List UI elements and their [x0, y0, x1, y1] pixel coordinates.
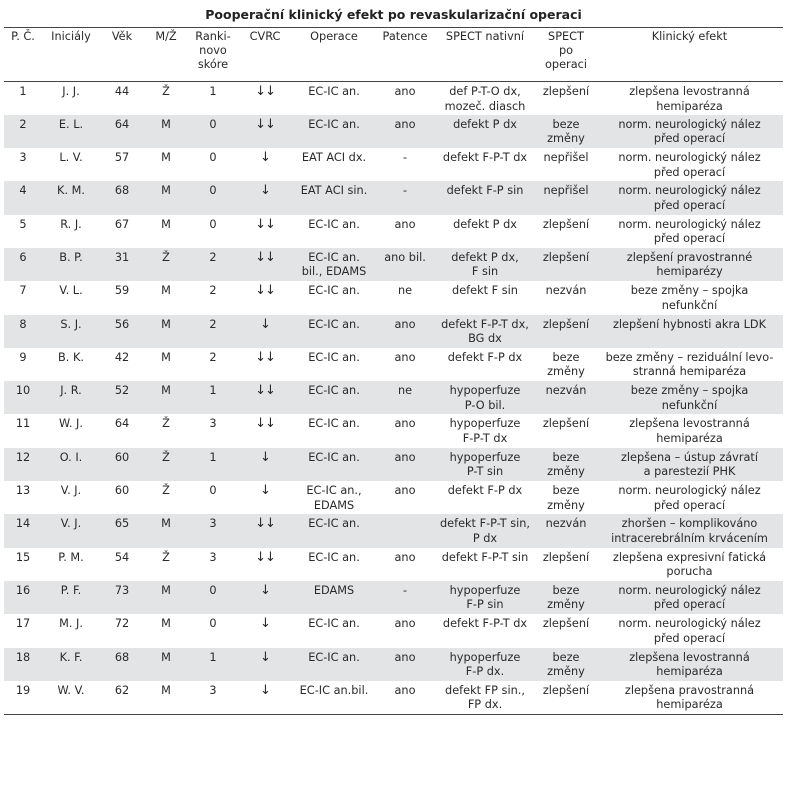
cell-spect-post: zlepšení	[536, 681, 596, 714]
cell-cvrc: ↓↓	[255, 283, 275, 299]
cell-initials: J. R.	[42, 381, 100, 414]
header-effect: Klinický efekt	[596, 28, 783, 82]
cell-rankin: 0	[209, 151, 217, 165]
cell-patency: ne	[397, 284, 413, 298]
cell-patency: -	[376, 181, 434, 214]
cell-spect-post: beze změny	[536, 648, 596, 681]
cell-patency: ne	[376, 381, 434, 414]
cell-num: 13	[15, 484, 31, 498]
cell-num: 4	[4, 181, 42, 214]
cell-age: 64	[100, 115, 144, 148]
cell-age: 68	[100, 648, 144, 681]
cell-patency: -	[402, 151, 408, 165]
cell-operation: EC-IC an.	[308, 85, 360, 98]
cell-effect: zlepšení pravostranné hemiparézy	[596, 248, 783, 281]
cell-cvrc: ↓	[238, 581, 292, 614]
cell-sex: M	[144, 315, 188, 348]
cell-rankin: 2	[188, 315, 238, 348]
cell-spect-native: defekt P dx	[453, 217, 517, 231]
cell-rankin: 3	[209, 550, 217, 564]
cell-initials: S. J.	[42, 315, 100, 348]
cell-sex: M	[161, 217, 171, 231]
cell-rankin: 0	[188, 181, 238, 214]
cell-spect-post: nepřišel	[536, 181, 596, 214]
cell-initials: K. M.	[42, 181, 100, 214]
cell-cvrc: ↓	[260, 483, 270, 499]
cell-rankin: 0	[209, 484, 217, 498]
cell-age: 60	[114, 484, 130, 498]
cell-spect-native: defekt F-P-T sin, P dx	[434, 514, 536, 547]
cell-spect-post: zlepšení	[536, 315, 596, 348]
cell-num: 10	[4, 381, 42, 414]
cell-num: 15	[15, 550, 31, 564]
table-row	[4, 648, 783, 681]
cell-patency: ano	[394, 85, 416, 98]
cell-effect: beze změny – reziduální levo- stranná hemiparéza	[605, 350, 774, 379]
results-table	[4, 27, 783, 715]
cell-num: 8	[4, 315, 42, 348]
header-row	[4, 28, 783, 82]
cell-operation: EAT ACI dx.	[301, 151, 367, 165]
cell-spect-post: beze změny	[547, 350, 585, 379]
cell-cvrc: ↓	[238, 448, 292, 481]
cell-sex: M	[144, 514, 188, 547]
cell-operation: EC-IC an.	[308, 284, 360, 298]
cell-spect-native: hypoperfuze P-O bil.	[434, 381, 536, 414]
cell-sex: M	[161, 284, 171, 298]
table-row	[4, 82, 783, 115]
cell-operation: EC-IC an., EDAMS	[306, 484, 362, 512]
table-row	[4, 448, 783, 481]
header-age: Věk	[100, 28, 144, 82]
cell-operation: EC-IC an.	[308, 217, 360, 231]
cell-patency: ano	[394, 217, 416, 231]
cell-age: 72	[114, 617, 130, 631]
cell-operation: EC-IC an.	[292, 448, 376, 481]
cell-rankin: 0	[188, 115, 238, 148]
table-row	[4, 681, 783, 714]
cell-age: 67	[114, 217, 130, 231]
cell-cvrc: ↓↓	[255, 349, 275, 365]
cell-sex: M	[144, 648, 188, 681]
cell-cvrc: ↓↓	[255, 84, 275, 99]
cell-age: 56	[100, 315, 144, 348]
header-rankin: Ranki- novo skóre	[188, 28, 238, 82]
cell-cvrc: ↓↓	[238, 115, 292, 148]
cell-num: 2	[4, 115, 42, 148]
table-row	[4, 581, 783, 614]
cell-spect-native: defekt F-P-T dx	[442, 151, 528, 165]
cell-sex: M	[144, 581, 188, 614]
header-spect-post: SPECT po operaci	[536, 28, 596, 82]
cell-operation: EC-IC an.bil.	[292, 681, 376, 714]
cell-spect-post: zlepšení	[542, 550, 590, 564]
cell-effect: zlepšena levostranná hemiparéza	[596, 648, 783, 681]
cell-cvrc: ↓↓	[255, 216, 275, 232]
table-row	[4, 348, 783, 381]
cell-initials: M. J.	[59, 617, 83, 631]
cell-initials: O. I.	[42, 448, 100, 481]
table-row	[4, 414, 783, 447]
cell-num: 19	[4, 681, 42, 714]
cell-spect-post: zlepšení	[542, 417, 590, 431]
cell-patency: ano	[394, 350, 416, 364]
cell-age: 57	[114, 151, 130, 165]
cell-patency: ano bil.	[376, 248, 434, 281]
table-row	[4, 148, 783, 181]
cell-num: 12	[4, 448, 42, 481]
cell-age: 54	[114, 550, 130, 564]
cell-num: 18	[4, 648, 42, 681]
cell-spect-post: zlepšení	[542, 217, 590, 231]
cell-spect-post: nepřišel	[543, 151, 589, 165]
cell-initials: E. L.	[42, 115, 100, 148]
header-spect-native: SPECT nativní	[434, 28, 536, 82]
cell-effect: zlepšena expresivní fatická porucha	[612, 550, 767, 579]
cell-spect-native: defekt F sin	[452, 284, 518, 298]
cell-sex: M	[144, 181, 188, 214]
cell-cvrc: ↓↓	[238, 514, 292, 547]
cell-initials: K. F.	[42, 648, 100, 681]
table-row	[4, 215, 783, 248]
cell-age: 42	[114, 350, 130, 364]
cell-effect: norm. neurologický nález před operací	[618, 151, 761, 179]
cell-rankin: 1	[188, 648, 238, 681]
cell-effect: zlepšena – ústup závratí a parestezií PHK	[596, 448, 783, 481]
cell-effect: norm. neurologický nález před operací	[596, 181, 783, 214]
cell-rankin: 2	[209, 350, 217, 364]
cell-patency: ano	[394, 484, 416, 498]
cell-patency: ano	[394, 617, 416, 631]
cell-patency: ano	[376, 648, 434, 681]
cell-initials: L. V.	[59, 151, 83, 165]
cell-cvrc: ↓↓	[255, 549, 275, 565]
cell-age: 52	[100, 381, 144, 414]
cell-spect-native: defekt P dx	[434, 115, 536, 148]
cell-sex: Ž	[162, 85, 170, 98]
cell-cvrc: ↓↓	[238, 381, 292, 414]
header-initials: Iniciály	[42, 28, 100, 82]
cell-rankin: 2	[188, 248, 238, 281]
cell-sex: Ž	[144, 248, 188, 281]
cell-spect-post: nezván	[545, 284, 587, 298]
cell-operation: EC-IC an.	[292, 115, 376, 148]
header-operation: Operace	[292, 28, 376, 82]
cell-operation: EC-IC an.	[292, 648, 376, 681]
cell-age: 44	[114, 85, 130, 98]
cell-spect-post: nezván	[536, 514, 596, 547]
cell-spect-native: hypoperfuze F-P dx.	[434, 648, 536, 681]
cell-effect: zlepšena pravostranná hemiparéza	[596, 681, 783, 714]
table-body	[4, 82, 783, 715]
cell-initials: V. J.	[60, 484, 82, 498]
cell-effect: norm. neurologický nález před operací	[618, 484, 761, 512]
cell-effect: norm. neurologický nález před operací	[596, 115, 783, 148]
cell-spect-native: defekt F-P sin	[434, 181, 536, 214]
cell-initials: W. V.	[42, 681, 100, 714]
cell-sex: M	[161, 350, 171, 364]
cell-num: 3	[19, 151, 27, 165]
cell-age: 65	[100, 514, 144, 547]
cell-cvrc: ↓↓	[238, 248, 292, 281]
cell-effect: zlepšena levostranná hemiparéza	[629, 85, 750, 113]
cell-age: 64	[114, 417, 130, 431]
cell-sex: Ž	[144, 448, 188, 481]
cell-effect: zlepšení hybnosti akra LDK	[596, 315, 783, 348]
cell-operation: EC-IC an.	[308, 350, 360, 364]
table-row	[4, 514, 783, 547]
cell-spect-post: zlepšení	[542, 617, 590, 631]
cell-cvrc: ↓	[238, 681, 292, 714]
cell-rankin: 0	[209, 217, 217, 231]
cell-rankin: 1	[209, 85, 217, 98]
table-row	[4, 614, 783, 647]
cell-sex: M	[144, 381, 188, 414]
cell-spect-post: beze změny	[536, 115, 596, 148]
table-header	[4, 28, 783, 82]
cell-spect-post: zlepšení	[542, 85, 590, 98]
cell-patency: ano	[376, 115, 434, 148]
cell-num: 5	[19, 217, 27, 231]
cell-initials: P. M.	[58, 550, 84, 564]
table-row	[4, 548, 783, 581]
cell-cvrc: ↓	[238, 648, 292, 681]
cell-num: 9	[19, 350, 27, 364]
cell-effect: zlepšena levostranná hemiparéza	[629, 417, 750, 445]
cell-operation: EC-IC an.	[308, 417, 360, 431]
cell-age: 60	[100, 448, 144, 481]
cell-operation: EC-IC an.	[292, 315, 376, 348]
header-patency: Patence	[376, 28, 434, 82]
cell-spect-native: hypoperfuze P-T sin	[434, 448, 536, 481]
table-row	[4, 181, 783, 214]
cell-num: 1	[19, 85, 27, 98]
header-sex: M/Ž	[144, 28, 188, 82]
cell-patency: ano	[394, 417, 416, 431]
cell-initials: W. J.	[59, 417, 83, 431]
cell-spect-native: defekt F-P dx	[447, 484, 523, 498]
cell-age: 31	[100, 248, 144, 281]
cell-effect: zhoršen – komplikováno intracerebrálním krvácením	[596, 514, 783, 547]
cell-spect-native: hypoperfuze F-P sin	[434, 581, 536, 614]
cell-patency: ano	[394, 550, 416, 564]
cell-effect: norm. neurologický nález před operací	[596, 581, 783, 614]
cell-effect: norm. neurologický nález před operací	[618, 617, 761, 645]
table-title: Pooperační klinický efekt po revaskularizační operaci	[205, 7, 582, 22]
table-row	[4, 281, 783, 314]
cell-sex: M	[161, 151, 171, 165]
cell-num: 7	[19, 284, 27, 298]
cell-sex: Ž	[162, 417, 170, 431]
cell-sex: M	[144, 115, 188, 148]
table-row	[4, 381, 783, 414]
cell-initials: V. L.	[59, 284, 83, 298]
table-row	[4, 481, 783, 514]
cell-cvrc: ↓	[238, 181, 292, 214]
cell-patency: -	[376, 581, 434, 614]
cell-patency	[376, 514, 434, 547]
cell-rankin: 3	[188, 681, 238, 714]
cell-spect-native: def P-T-O dx, mozeč. diasch	[444, 85, 526, 113]
cell-age: 73	[100, 581, 144, 614]
cell-initials: B. K.	[58, 350, 84, 364]
cell-num: 14	[4, 514, 42, 547]
cell-operation: EC-IC an.	[292, 381, 376, 414]
cell-spect-native: defekt P dx, F sin	[434, 248, 536, 281]
cell-rankin: 1	[188, 381, 238, 414]
cell-patency: ano	[376, 448, 434, 481]
cell-age: 59	[114, 284, 130, 298]
cell-operation: EC-IC an.	[308, 550, 360, 564]
cell-cvrc: ↓	[260, 616, 270, 632]
cell-patency: ano	[376, 315, 434, 348]
cell-sex: M	[161, 617, 171, 631]
cell-rankin: 3	[209, 417, 217, 431]
cell-age: 68	[100, 181, 144, 214]
cell-effect: beze změny – spojka nefunkční	[630, 284, 749, 312]
table-row	[4, 315, 783, 348]
cell-sex: Ž	[162, 484, 170, 498]
cell-spect-post: nezván	[536, 381, 596, 414]
cell-initials: P. F.	[42, 581, 100, 614]
cell-operation: EC-IC an. bil., EDAMS	[292, 248, 376, 281]
cell-rankin: 2	[209, 284, 217, 298]
cell-operation: EDAMS	[292, 581, 376, 614]
cell-sex: M	[144, 681, 188, 714]
cell-spect-native: defekt F-P-T sin	[441, 550, 529, 564]
cell-cvrc: ↓↓	[255, 416, 275, 432]
cell-operation: EC-IC an.	[292, 514, 376, 547]
cell-age: 62	[100, 681, 144, 714]
cell-operation: EC-IC an.	[308, 617, 360, 631]
cell-spect-post: beze změny	[536, 581, 596, 614]
cell-cvrc: ↓	[260, 150, 270, 166]
cell-num: 11	[15, 417, 31, 431]
cell-rankin: 3	[188, 514, 238, 547]
table-row	[4, 248, 783, 281]
cell-spect-native: hypoperfuze F-P-T dx	[449, 417, 521, 445]
cell-spect-native: defekt F-P-T dx, BG dx	[434, 315, 536, 348]
cell-effect: norm. neurologický nález před operací	[618, 217, 761, 246]
cell-num: 16	[4, 581, 42, 614]
cell-spect-post: beze změny	[536, 448, 596, 481]
cell-cvrc: ↓	[238, 315, 292, 348]
cell-sex: Ž	[162, 550, 170, 564]
cell-spect-native: defekt F-P-T dx	[442, 617, 528, 631]
cell-spect-native: defekt FP sin., FP dx.	[434, 681, 536, 714]
cell-rankin: 0	[188, 581, 238, 614]
cell-rankin: 1	[188, 448, 238, 481]
cell-effect: beze změny – spojka nefunkční	[596, 381, 783, 414]
cell-initials: J. J.	[62, 85, 80, 98]
cell-initials: R. J.	[60, 217, 82, 231]
cell-spect-post: zlepšení	[536, 248, 596, 281]
cell-rankin: 0	[209, 617, 217, 631]
cell-num: 6	[4, 248, 42, 281]
cell-patency: ano	[376, 681, 434, 714]
cell-initials: V. J.	[42, 514, 100, 547]
header-number: P. Č.	[4, 28, 42, 82]
cell-num: 17	[15, 617, 31, 631]
cell-spect-native: defekt F-P dx	[447, 350, 523, 364]
cell-initials: B. P.	[42, 248, 100, 281]
cell-operation: EAT ACI sin.	[292, 181, 376, 214]
cell-spect-post: beze změny	[547, 484, 585, 512]
table-row	[4, 115, 783, 148]
header-cvrc: CVRC	[238, 28, 292, 82]
